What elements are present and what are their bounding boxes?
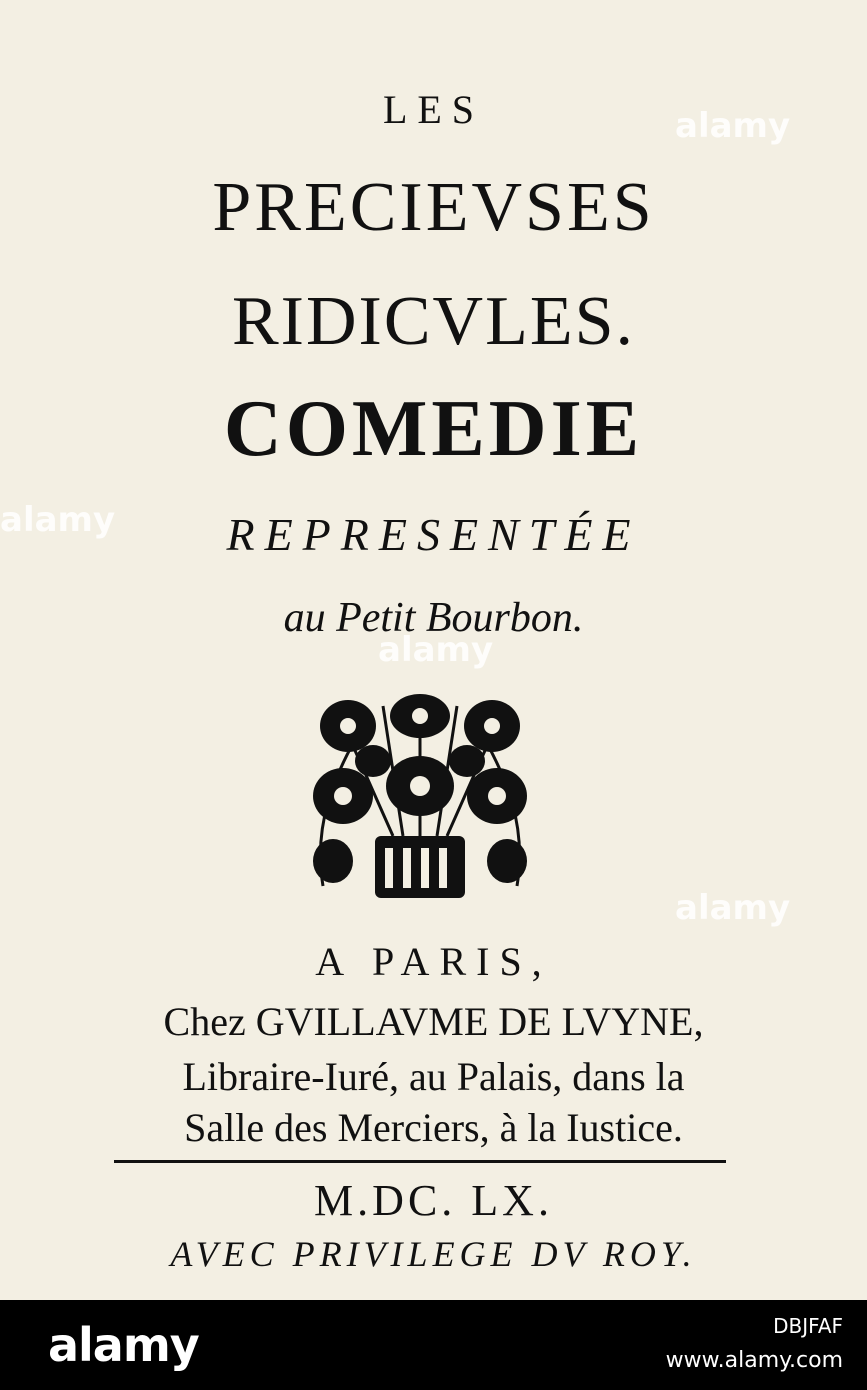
imprint-address-2: Salle des Merciers, à la Iustice.: [184, 1105, 683, 1150]
title-line-petit-bourbon: au Petit Bourbon.: [283, 595, 584, 641]
watermark: alamy: [0, 500, 116, 540]
title-line-representee: REPRESENTÉE: [226, 509, 641, 560]
title-line-les: LES: [382, 87, 485, 132]
watermark: alamy: [378, 630, 494, 670]
privilege-line: AVEC PRIVILEGE DV ROY.: [170, 1234, 697, 1274]
site-link[interactable]: www.alamy.com: [665, 1348, 843, 1373]
divider-rule: [114, 1160, 726, 1163]
imprint-printer: Chez GVILLAVME DE LVYNE,: [163, 999, 704, 1044]
imprint-city: A PARIS,: [315, 939, 552, 984]
stock-footer: [0, 1300, 867, 1390]
title-line-precieuses: PRECIEVSES: [212, 169, 655, 246]
publication-date: M.DC. LX.: [314, 1176, 553, 1225]
title-line-ridicules: RIDICVLES.: [231, 283, 636, 360]
imprint-address-1: Libraire-Iuré, au Palais, dans la: [182, 1054, 685, 1099]
title-line-comedie: COMEDIE: [223, 385, 644, 473]
flower-basket-woodcut-icon: [303, 686, 537, 904]
watermark: alamy: [675, 888, 791, 928]
watermark: alamy: [675, 106, 791, 146]
alamy-logo: alamy: [48, 1318, 199, 1372]
image-id: DBJFAF: [773, 1314, 843, 1338]
